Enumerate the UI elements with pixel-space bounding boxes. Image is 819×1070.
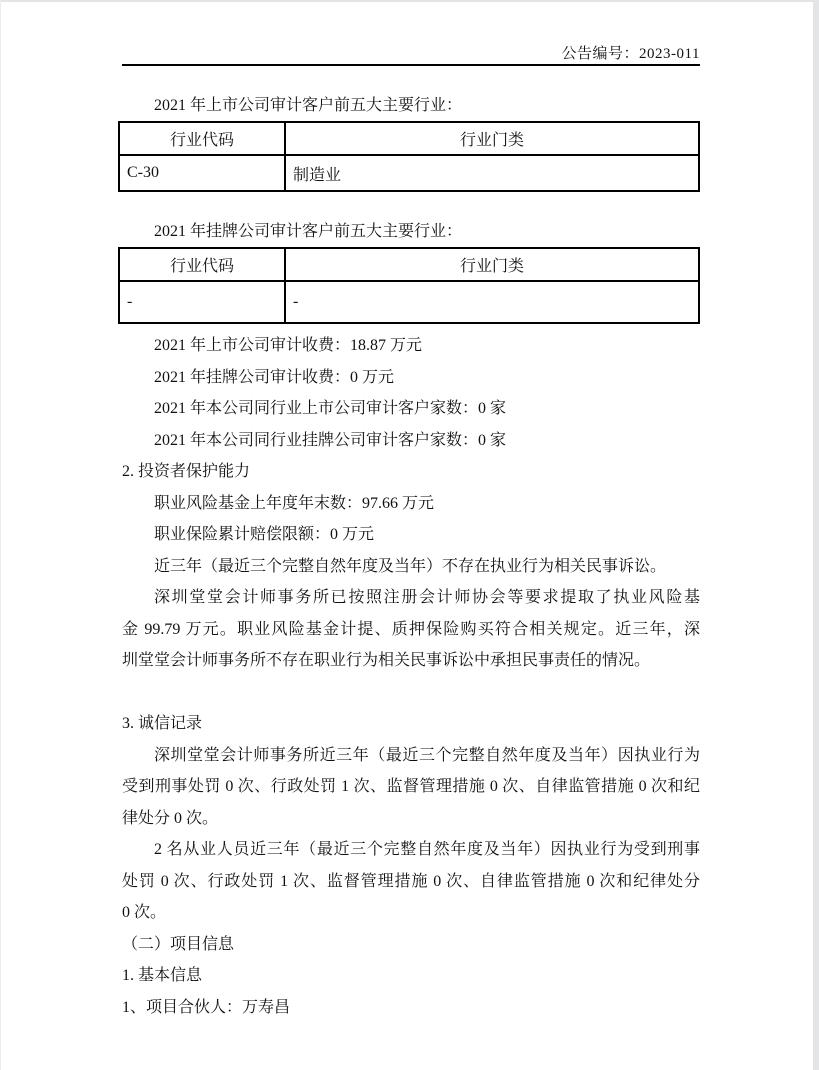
risk-fund-paragraph-line-3: 圳堂堂会计师事务所不存在职业行为相关民事诉讼中承担民事责任的情况。: [122, 652, 651, 669]
industry-category-header: 行业门类: [285, 122, 699, 155]
blank-line: [122, 677, 700, 709]
table-row: [119, 155, 699, 191]
industry-category-cell: -: [285, 281, 699, 323]
industry-code-header: 行业代码: [119, 248, 285, 281]
firm-integrity-paragraph-line-2: 受到刑事处罚 0 次、行政处罚 1 次、监督管理措施 0 次、自律监管措施 0 次和纪: [122, 778, 700, 795]
body-text: [122, 330, 700, 1023]
staff-integrity-paragraph-line-1: 2 名从业人员近三年（最近三个完整自然年度及当年）因执业行为受到刑事: [154, 841, 700, 858]
risk-fund-paragraph-line-2: 金 99.79 万元。职业风险基金计提、质押保险购买符合相关规定。近三年，深: [122, 620, 700, 638]
no-litigation-line: 近三年（最近三个完整自然年度及当年）不存在执业行为相关民事诉讼。: [154, 557, 667, 575]
section-project-info-heading: （二）项目信息: [122, 935, 235, 953]
listed-client-count-line: 2021 年本公司同行业上市公司审计客户家数：0 家: [154, 400, 507, 417]
announcement-number-header: [122, 0, 700, 66]
listed-audit-fee-line: 2021 年上市公司审计收费：18.87 万元: [154, 337, 423, 354]
page-edge-left: [0, 0, 1, 1070]
industry-category-cell: 制造业: [285, 155, 699, 191]
industry-code-cell: C-30: [119, 155, 285, 191]
industry-category-header: 行业门类: [285, 248, 699, 281]
announcement-number: 公告编号：2023-011: [561, 46, 700, 62]
project-partner-line: 1、项目合伙人：万寿昌: [122, 998, 291, 1016]
table-header-row: [119, 248, 699, 281]
nq-client-count-line: 2021 年本公司同行业挂牌公司审计客户家数：0 家: [154, 431, 507, 449]
industry-code-header: 行业代码: [119, 122, 285, 155]
firm-integrity-paragraph-line-3: 律处分 0 次。: [122, 809, 219, 827]
staff-integrity-paragraph-line-2: 处罚 0 次、行政处罚 1 次、监督管理措施 0 次、自律监管措施 0 次和纪律处分: [122, 872, 700, 890]
staff-integrity-paragraph-line-3: 0 次。: [122, 904, 167, 921]
firm-integrity-paragraph-line-1: 深圳堂堂会计师事务所近三年（最近三个完整自然年度及当年）因执业行为: [154, 746, 700, 764]
section-integrity-record-heading: 3. 诚信记录: [122, 715, 203, 732]
nq-industries-table: [118, 247, 700, 324]
table-row: [119, 281, 699, 323]
basic-info-heading: 1. 基本信息: [122, 967, 203, 984]
scrollbar-track[interactable]: [813, 2, 819, 1070]
nq-audit-fee-line: 2021 年挂牌公司审计收费：0 万元: [154, 368, 395, 386]
table-header-row: [119, 122, 699, 155]
industry-code-cell: -: [119, 281, 285, 323]
risk-fund-yearend-line: 职业风险基金上年度年末数：97.66 万元: [154, 494, 435, 512]
page-content: [122, 0, 700, 1023]
nq-industries-heading: 2021 年挂牌公司审计客户前五大主要行业：: [154, 223, 463, 240]
section-investor-protection-heading: 2. 投资者保护能力: [122, 463, 251, 480]
listed-industries-table: [118, 121, 700, 192]
risk-fund-paragraph-line-1: 深圳堂堂会计师事务所已按照注册会计师协会等要求提取了执业风险基: [154, 589, 700, 606]
listed-industries-heading: 2021 年上市公司审计客户前五大主要行业：: [154, 97, 463, 114]
insurance-limit-line: 职业保险累计赔偿限额：0 万元: [154, 526, 375, 543]
